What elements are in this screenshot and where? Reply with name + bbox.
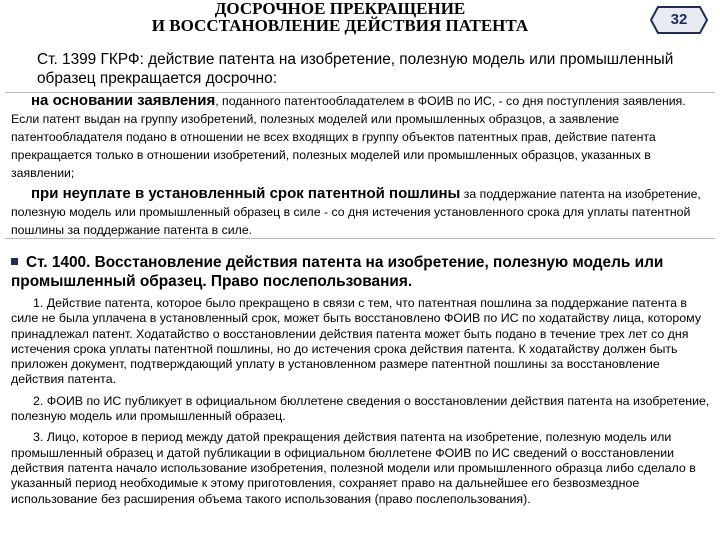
- p1-text: 1. Действие патента, которое было прекращено в связи с тем, что патентная пошлина за поддержание патента в силе не была уплачена в установленный срок, может быть восстановлено ФОИВ по ИС по ходатайству лица, которому принадлежал патент. Ходатайство о восстановлении действия патента может быть подано в течение трех лет со дня истечения срока уплаты патентной пошлины, но до истечения срока действия патента. К ходатайству должен быть приложен документ, подтверждающий уплату в установленном размере патентной пошлины за восстановление действия патента.: [11, 296, 702, 387]
- slide-number: 32: [670, 11, 688, 28]
- bullet-icon: [11, 185, 31, 202]
- p3-text: 3. Лицо, которое в период между датой прекращения действия патента на изобретение, полезную модель или промышленный образец и датой публикации в официальном бюллетене ФОИВ по ИС сведений о восстановлении действия патента начало использование изобретения, полезной модели или промышленного образца либо сделало в указанный период необходимые к этому приготовления, сохраняет право на дальнейшее его безвозмездное использование без расширения объема такого использования (право послепользования).: [11, 430, 696, 506]
- p1-indent: [11, 296, 33, 310]
- p2-text: 2. ФОИВ по ИС публикует в официальном бюллетене сведения о восстановлении действия патента на изобретение, полезную модель или промышленный образец.: [11, 393, 710, 424]
- art1399-heading: [11, 50, 711, 88]
- p3-indent: [11, 430, 33, 444]
- bullet-icon: [11, 92, 31, 109]
- art1399-heading-text: Ст. 1399 ГКРФ: действие патента на изобретение, полезную модель или промышленный образец прекращается досрочно:: [37, 51, 674, 87]
- item1-bold: на основании заявления: [31, 92, 216, 109]
- art1400-p1: [11, 296, 711, 388]
- art1400-heading: [11, 253, 711, 291]
- item1-text: , поданного патентообладателем в ФОИВ по ИС, - со дня поступления заявления. Если патент выдан на группу изобретений, полезных моделей или промышленных образцов, а заявление патентообладателя подано в отношении не всех входящих в группу объектов патентных прав, действие патента прекращается только в отношении изобретений, полезных моделей или промышленных образцов, указанных в заявлении;: [11, 94, 686, 180]
- art1400-p3: [11, 430, 711, 506]
- square-bullet-icon: [11, 258, 18, 265]
- item2-bold: при неуплате в установленный срок патентной пошлины: [31, 185, 461, 202]
- slide-title: [100, 0, 580, 34]
- art1400-p2: [11, 394, 711, 425]
- p2-indent: [11, 394, 33, 408]
- slide-title-line1: ДОСРОЧНОЕ ПРЕКРАЩЕНИЕ: [214, 0, 466, 18]
- item2-text: за поддержание патента на изобретение, полезную модель или промышленный образец в силе - со дня истечения установленного срока для уплаты патентной пошлины за поддержание патента в силе.: [11, 187, 701, 237]
- art1399-item2: [11, 185, 711, 239]
- slide-title-line2: И ВОССТАНОВЛЕНИЕ ДЕЙСТВИЯ ПАТЕНТА: [151, 16, 529, 35]
- slide-content: [11, 50, 711, 507]
- art1400-heading-text: Ст. 1400. Восстановление действия патента на изобретение, полезную модель или промышленный образец. Право послепользования.: [11, 254, 664, 290]
- slide-number-badge: [648, 4, 710, 36]
- art1399-item1: [11, 92, 711, 182]
